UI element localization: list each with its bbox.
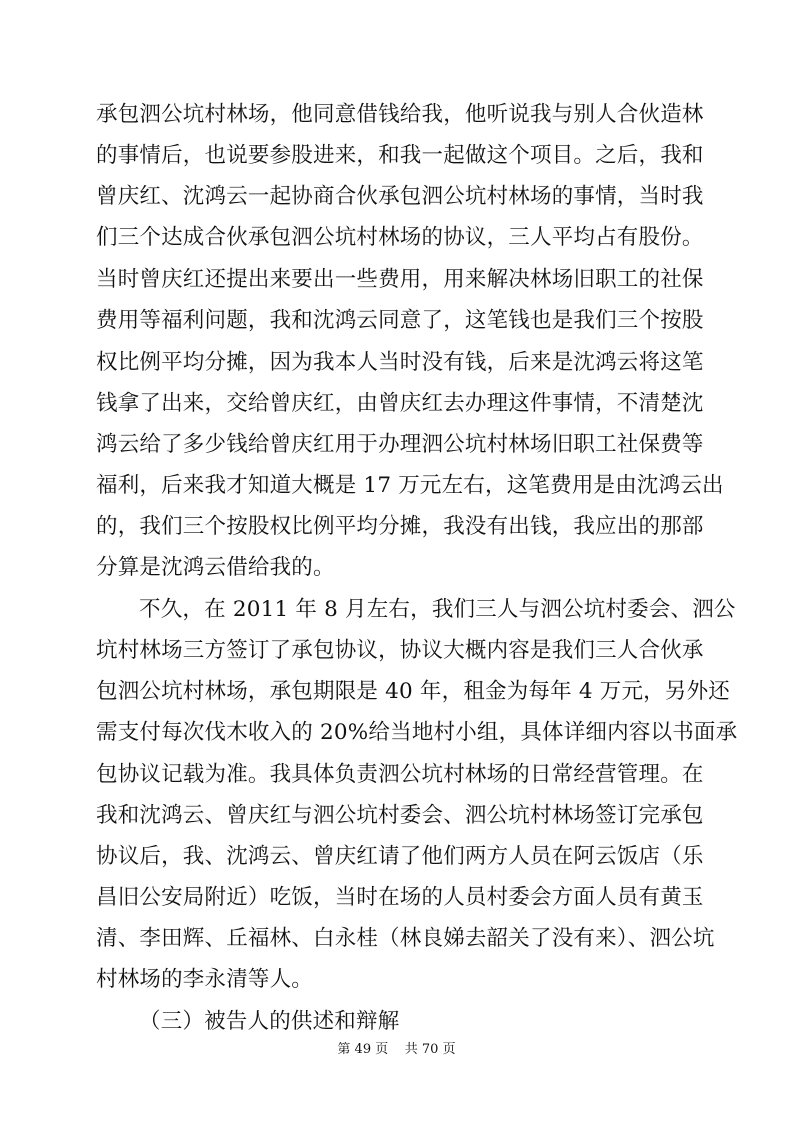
paragraph-1-line: 钱拿了出来，交给曾庆红，由曾庆红去办理这件事情，不清楚沈 [96,391,704,416]
page-number-footer: 第 49 页 共 70 页 [337,1042,456,1057]
paragraph-1-line: 分算是沈鸿云借给我的。 [96,555,335,580]
paragraph-2-line: 包泗公坑村林场，承包期限是 40 年，租金为每年 4 万元，另外还 [96,679,730,704]
paragraph-1-line: 费用等福利问题，我和沈鸿云同意了，这笔钱也是我们三个按股 [96,308,704,333]
paragraph-2-line: 包协议记载为准。我具体负责泗公坑村林场的日常经营管理。在 [96,762,704,787]
paragraph-1-line: 曾庆红、沈鸿云一起协商合伙承包泗公坑村林场的事情，当时我 [96,184,704,209]
paragraph-1-line: 鸿云给了多少钱给曾庆红用于办理泗公坑村林场旧职工社保费等 [96,432,704,457]
paragraph-1-line: 承包泗公坑村林场，他同意借钱给我，他听说我与别人合伙造林 [96,102,704,127]
paragraph-2-line: 昌旧公安局附近）吃饭，当时在场的人员村委会方面人员有黄玉 [96,885,704,910]
paragraph-1-line: 福利，后来我才知道大概是 17 万元左右，这笔费用是由沈鸿云出 [96,473,724,498]
section-heading: （三）被告人的供述和辩解 [139,1009,400,1034]
paragraph-1-line: 的事情后，也说要参股进来，和我一起做这个项目。之后，我和 [96,143,704,168]
paragraph-1-line: 们三个达成合伙承包泗公坑村林场的协议，三人平均占有股份。 [96,225,704,250]
paragraph-2-line: 我和沈鸿云、曾庆红与泗公坑村委会、泗公坑村林场签订完承包 [96,803,704,828]
paragraph-2-line: 协议后，我、沈鸿云、曾庆红请了他们两方人员在阿云饭店（乐 [96,844,704,869]
paragraph-2-line: 坑村林场三方签订了承包协议，协议大概内容是我们三人合伙承 [96,638,704,663]
paragraph-1-line: 当时曾庆红还提出来要出一些费用，用来解决林场旧职工的社保 [96,267,704,292]
paragraph-2-line: 村林场的李永清等人。 [96,967,314,992]
paragraph-2-line: 清、李田辉、丘福林、白永桂（林良娣去韶关了没有来）、泗公坑 [96,926,715,951]
paragraph-1-line: 权比例平均分摊，因为我本人当时没有钱，后来是沈鸿云将这笔 [96,350,704,375]
paragraph-2-line: 需支付每次伐木收入的 20%给当地村小组，具体详细内容以书面承 [96,720,738,745]
paragraph-2-line: 不久，在 2011 年 8 月左右，我们三人与泗公坑村委会、泗公 [139,597,736,622]
paragraph-1-line: 的，我们三个按股权比例平均分摊，我没有出钱，我应出的那部 [96,514,704,539]
